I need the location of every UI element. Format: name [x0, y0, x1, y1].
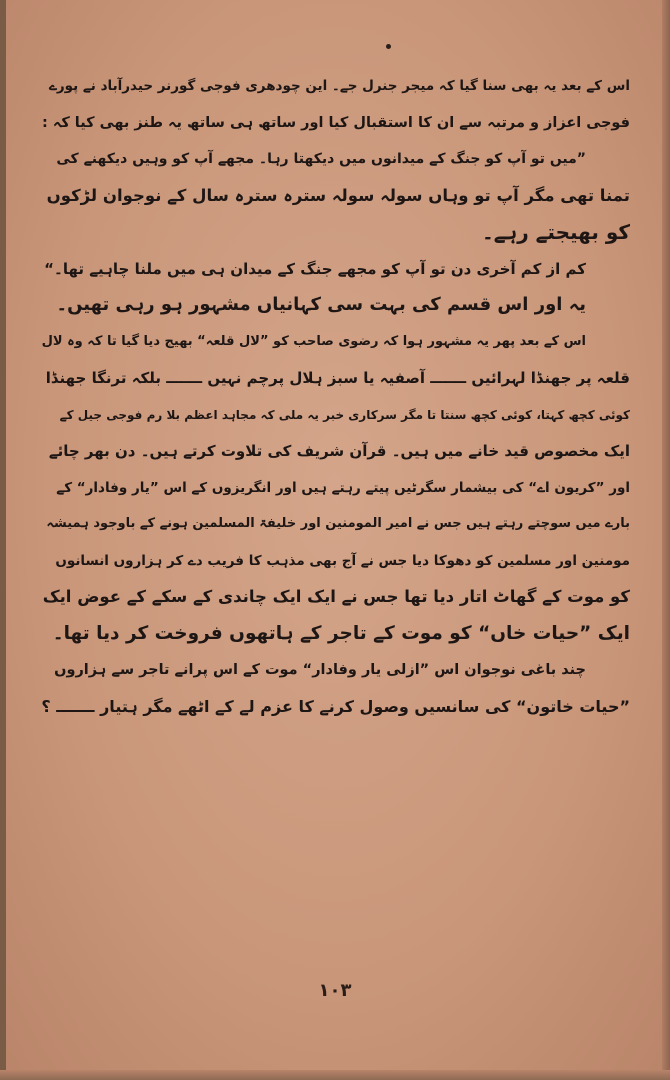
text-line: اس کے بعد یہ بھی سنا گیا کہ میجر جنرل جے۔ این چودھری فوجی گورنر حیدرآباد نے پورے [48, 78, 630, 94]
text-line: اس کے بعد پھر یہ مشہور ہوا کہ رضوی صاحب کو ”لال قلعہ“ بھیج دیا گیا تا کہ وہ لال [41, 333, 586, 349]
text-line: فوجی اعزاز و مرتبہ سے ان کا استقبال کیا اور ساتھ ہی ساتھ یہ طنز بھی کیا کہ : [41, 114, 630, 131]
text-line: یہ اور اس قسم کی بہت سی کہانیاں مشہور ہو رہی تھیں۔ [56, 294, 586, 315]
text-line: تمنا تھی مگر آپ تو وہاں سولہ سولہ سترہ سترہ سال کے نوجوان لڑکوں [46, 185, 630, 205]
text-line: کوئی کچھ کہتا، کوئی کچھ سنتا تا مگر سرکاری خبر یہ ملی کہ مجاہد اعظم بلا رم فوجی جیل کے [59, 407, 630, 422]
text-line: ایک مخصوص قید خانے میں ہیں۔ قرآن شریف کی تلاوت کرتے ہیں۔ دن بھر چائے [48, 442, 630, 460]
text-line: مومنین اور مسلمین کو دھوکا دیا جس نے آج بھی مذہب کا فریب دے کر ہزاروں انسانوں [55, 552, 630, 569]
page-bottom-edge [0, 1070, 670, 1080]
ink-dot [386, 44, 391, 49]
text-line: اور ”کریون اے“ کی بیشمار سگرٹیں پیتے رہتے ہیں اور انگریزوں کے اس ”یار وفادار“ کے [56, 479, 630, 496]
text-line: بارے میں سوچتے رہتے ہیں جس نے امیر المومنین اور خلیفۃ المسلمین ہونے کے باوجود ہمیشہ [46, 516, 630, 531]
text-line: قلعہ پر جھنڈا لہرائیں ـــــــ آصفیہ یا سبز ہلال پرچم نہیں ـــــــ بلکہ ترنگا جھنڈا [45, 369, 630, 387]
page-right-edge [662, 0, 670, 1080]
text-line: چند باغی نوجوان اس ”ازلی یار وفادار“ موت کے اس پرانے تاجر سے ہزاروں [54, 662, 586, 678]
text-line: کو بھیجتے رہے۔ [482, 220, 630, 244]
text-line: ”حیات خاتون“ کی سانسیں وصول کرنے کا عزم لے کے اٹھے مگر ہتیار ـــــــ ؟ [41, 696, 630, 716]
text-line: ایک ”حیات خاں“ کو موت کے تاجر کے ہاتھوں فروخت کر دیا تھا۔ [52, 622, 630, 644]
text-line: کم از کم آخری دن تو آپ کو مجھے جنگ کے میدان ہی میں ملنا چاہیے تھا۔“ [44, 259, 586, 278]
page-text [38, 68, 630, 725]
page-left-edge [0, 0, 6, 1080]
text-line: کو موت کے گھاٹ اتار دیا تھا جس نے ایک ایک چاندی کے سکے کے عوض ایک [42, 587, 630, 606]
page-number: ۱۰۳ [318, 980, 352, 1001]
text-line: ”میں تو آپ کو جنگ کے میدانوں میں دیکھتا رہا۔ مجھے آپ کو وہیں دیکھنے کی [56, 151, 586, 167]
